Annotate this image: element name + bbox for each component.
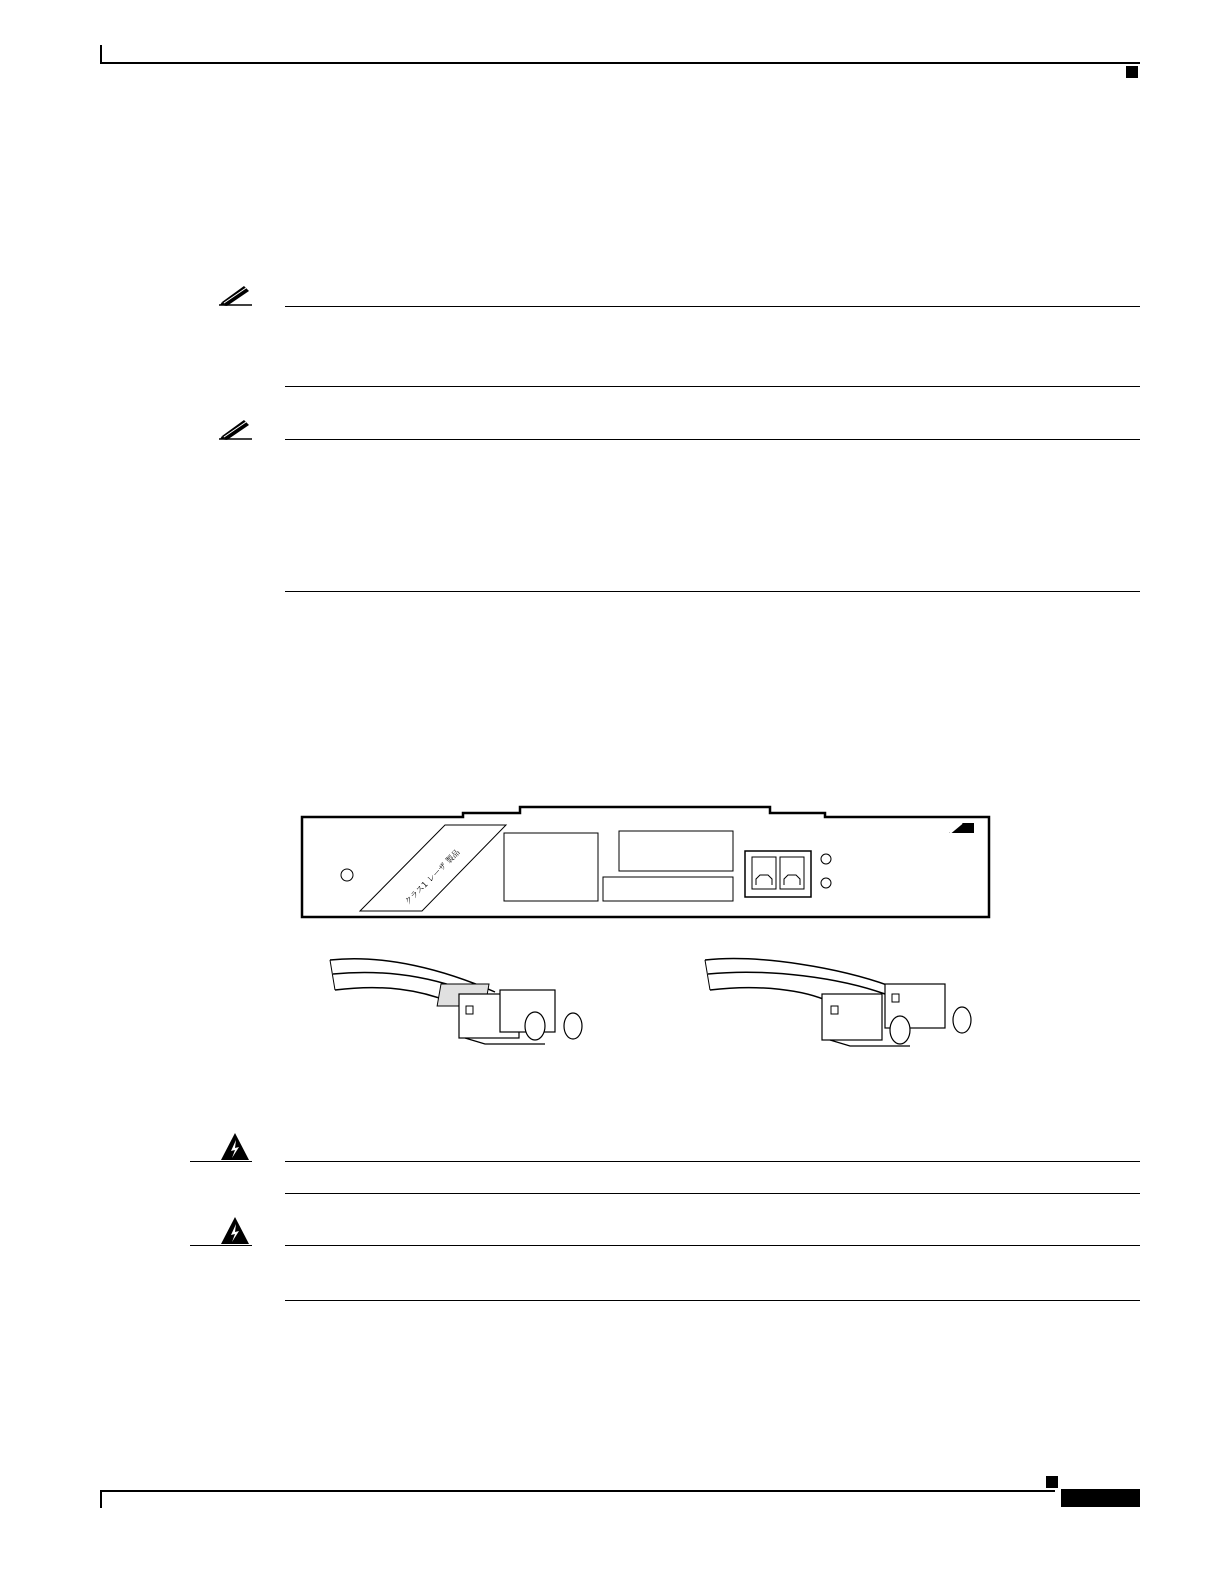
header-rule [100,62,1140,64]
footer-left-tick [100,1490,102,1508]
warning-1-left-rule [190,1161,252,1162]
warning-1-bottom-rule [285,1193,1140,1194]
warning-2-bottom-rule [285,1300,1140,1301]
note-2-bottom-rule [285,591,1140,592]
warning-lightning-icon [220,1132,250,1162]
pencil-note-icon [218,282,254,306]
lc-connector-right [700,950,985,1050]
footer-corner-square [1046,1476,1058,1488]
header-left-tick [100,45,102,63]
footer-rule [100,1490,1055,1492]
warning-2-left-rule [190,1245,252,1246]
page-number-box [1061,1489,1140,1507]
faceplate-figure [300,805,992,923]
note-1-top-rule [285,306,1140,307]
lc-connector-left [325,950,585,1050]
note-2-top-rule [285,439,1140,440]
header-corner-square [1126,66,1138,78]
pencil-note-icon [218,416,254,440]
warning-2-top-rule [285,1245,1140,1246]
warning-lightning-icon [220,1216,250,1246]
warning-1-top-rule [285,1161,1140,1162]
faceplate-laser-label: クラス1 レーザ 製品 [403,847,462,907]
note-1-bottom-rule [285,386,1140,387]
